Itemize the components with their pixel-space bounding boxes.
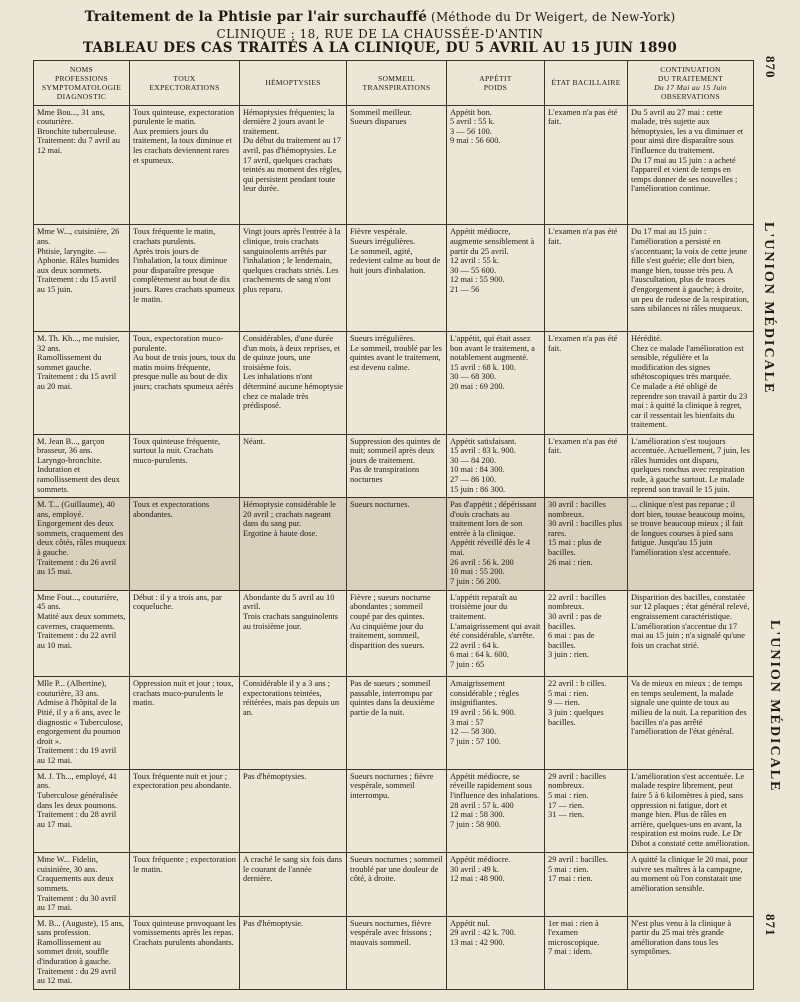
cell-hemoptysies: A craché le sang six fois dans le courant de l'année dernière. [240,853,347,917]
cell-toux: Toux fréquente nuit et jour ; expectoration peu abondante. [130,769,240,852]
cell-hemoptysies: Vingt jours après l'entrée à la clinique, trois crachats sanguinolents arrêtés par l'inhalation ; le lendemain, quelques crachats striés. Les crachements de sang n'ont plus reparu. [240,225,347,332]
cell-patient: Mme Fout..., couturière, 45 ans. Matité aux deux sommets, cavernes, craquements. Traitement : du 22 avril au 10 mai. [34,590,130,676]
cell-patient: M. Jean B..., garçon brasseur, 36 ans. Laryngo-bronchite. Induration et ramollissement des deux sommets. [34,434,130,498]
cases-table [33,60,754,990]
cell-bacillaire: 30 avril : bacilles nombreux. 30 avril : bacilles plus rares. 15 mai : plus de bacilles. 26 mai : rien. [545,498,628,591]
cell-observations: Va de mieux en mieux ; de temps en temps seulement, la malade signale une quinte de toux au milieu de la nuit. La reparition des bacilles n'a pas arrêté l'amélioration de l'état général. [628,677,754,770]
table-row [34,677,754,770]
cell-observations: ... clinique n'est pas reparue ; il dort bien, tousse beaucoup moins, se trouve beaucoup mieux ; il fait de longues courses à pied sans fatigue. Jusqu'au 15 juin l'amélioration s'est accentuée. [628,498,754,591]
cell-sommeil: Sueurs nocturnes. [347,498,447,591]
cell-hemoptysies: Pas d'hémoptysies. [240,769,347,852]
cell-patient: M. J. Th..., employé, 41 ans. Tuberculose généralisée dans les deux poumons. Traitement : du 28 avril au 17 mai. [34,769,130,852]
cell-appetit: Appétit médiocre, augmente sensiblement à partir du 25 avril. 12 avril : 55 k. 30 — 55 600. 12 mai : 55 900. 21 — 56 [447,225,545,332]
cell-hemoptysies: Pas d'hémoptysie. [240,916,347,989]
title-sub: (Méthode du Dr Weigert, de New-York) [427,10,676,24]
cell-sommeil: Fièvre vespérale. Sueurs irrégulières. Le sommeil, agité, redevient calme au bout de huit jours d'inhalation. [347,225,447,332]
cell-bacillaire: 1er mai : rien à l'examen microscopique. 7 mai : idem. [545,916,628,989]
cell-bacillaire: L'examen n'a pas été fait. [545,332,628,434]
clinic-address: CLINIQUE : 18, RUE DE LA CHAUSSÉE-D'ANTIN [216,27,544,41]
page-number-top: 870 [763,56,778,79]
cell-observations: N'est plus venu à la clinique à partir du 25 mai très grande amélioration dans tous les symptômes. [628,916,754,989]
table-row [34,434,754,498]
table-row [34,853,754,917]
cell-toux: Toux fréquente le matin, crachats purulents. Après trois jours de l'inhalation, la toux diminue pour disparaître presque complètement au bout de dix jours. Rares crachats spumeux le matin. [130,225,240,332]
table-row [34,332,754,434]
cell-bacillaire: L'examen n'a pas été fait. [545,434,628,498]
cell-patient: Mlle P... (Albertine), couturière, 33 ans. Admise à l'hôpital de la Pitié, il y a 6 ans, avec le diagnostic « Tuberculose, engorgement du poumon droit ». Traitement : du 19 avril au 12 mai. [34,677,130,770]
cell-appetit: L'appétit, qui était assez bon avant le traitement, a notablement augmenté. 15 avril : 68 k. 100. 30 — 68 300. 20 mai : 69 200. [447,332,545,434]
cell-appetit: L'appétit reparaît au troisième jour du traitement. L'amaigrissement qui avait été considérable, s'arrête. 22 avril : 64 k. 6 mai : 64 k. 600. 7 juin : 65 [447,590,545,676]
cell-toux: Toux, expectoration muco-purulente. Au bout de trois jours, toux du matin moins fréquente, presque nulle au bout de dix jours; crachats spumeux aérés [130,332,240,434]
document-title [30,9,730,25]
cell-sommeil: Sueurs irrégulières. Le sommeil, troublé par les quintes avant le traitement, est devenu calme. [347,332,447,434]
title-main: Traitement de la Phtisie par l'air surchauffé [84,9,428,25]
journal-name-bottom: L'UNION MÉDICALE [767,620,782,793]
cell-toux: Oppression nuit et jour ; toux, crachats muco-purulents le matin. [130,677,240,770]
cell-observations: Du 17 mai au 15 juin : l'amélioration a persisté en s'accentuant; la voix de cette jeune fille s'est guérie; elle dort bien, mange bien, tousse très peu. A l'auscultation, plus de traces d'engorgement à gauche; à droite, un peu de rudesse de la respiration, sans sibilances ni râles muqueux. [628,225,754,332]
table-row [34,590,754,676]
cell-hemoptysies: Hémoptysies fréquentes; la dernière 2 jours avant le traitement. Du début du traitement au 17 avril, pas d'hémoptysies. Le 17 avril, quelques crachats teintés au moment des règles, qui persistent pendant toute leur durée. [240,105,347,225]
cell-hemoptysies: Considérables, d'une durée d'un mois, à deux reprises, et de quinze jours, une troisième fois. Les inhalations n'ont déterminé aucune hémoptysie chez ce malade très prédisposé. [240,332,347,434]
cell-bacillaire: 29 avril : bacilles nombreux. 5 mai : rien. 17 — rien. 31 — rien. [545,769,628,852]
cell-bacillaire: L'examen n'a pas été fait. [545,105,628,225]
cell-appetit: Appétit bon. 5 avril : 55 k. 3 — 56 100. 9 mai : 56 600. [447,105,545,225]
cell-patient: M. Th. Kh..., me nuisier, 32 ans. Ramollissement du sommet gauche. Traitement : du 15 avril au 20 mai. [34,332,130,434]
table-row [34,498,754,591]
cell-toux: Toux et expectorations abondantes. [130,498,240,591]
cell-sommeil: Suppression des quintes de nuit; sommeil après deux jours de traitement. Pas de transpirations nocturnes [347,434,447,498]
cell-toux: Toux quinteuse, expectoration purulente le matin. Aux premiers jours du traitement, la toux diminue et les crachats deviennent rares et spumeux. [130,105,240,225]
cell-toux: Toux quinteuse fréquente, surtout la nuit. Crachats muco-purulents. [130,434,240,498]
column-header-etat-bacillaire: ÉTAT BACILLAIRE [545,61,628,106]
column-header-appetit: APPÉTIT POIDS [447,61,545,106]
cell-sommeil: Fièvre ; sueurs nocturne abondantes ; sommeil coupé par des quintes. Au cinquième jour du traitement, sommeil, disparition des sueurs. [347,590,447,676]
cell-toux: Toux quinteuse provoquant les vomissements après les repas. Crachats purulents abondants. [130,916,240,989]
cell-patient: M. T... (Guillaume), 40 ans, employé. Engorgement des deux sommets, craquement des deux côtés, râles muqueux à gauche. Traitement : du 26 avril au 15 mai. [34,498,130,591]
cell-sommeil: Sueurs nocturnes, fièvre vespérale avec frissons ; mauvais sommeil. [347,916,447,989]
cell-hemoptysies: Hémoptysie considérable le 20 avril ; crachats nageant dans du sang pur. Ergotine à haute dose. [240,498,347,591]
column-header-noms: NOMS PROFESSIONS SYMPTOMATOLOGIE DIAGNOSTIC [34,61,130,106]
cell-observations: Du 5 avril au 27 mai : cette malade, très sujette aux hémoptysies, les a vu diminuer et pour ainsi dire disparaître sous l'influence du traitement. Du 17 mai au 15 juin : a acheté l'appareil et vient de temps en temps donner de ses nouvelles ; l'amélioration continue. [628,105,754,225]
cell-patient: Mme W... Fidelin, cuisinière, 30 ans. Craquements aux deux sommets. Traitement : du 30 avril au 17 mai. [34,853,130,917]
column-header-continuation: CONTINUATION DU TRAITEMENT Du 17 Mai au 15 Juin OBSERVATIONS [628,61,754,106]
cell-appetit: Appétit médiocre, se réveille rapidement sous l'influence des inhalations. 28 avril : 57 k. 400 12 mai : 58 300. 7 juin : 58 900. [447,769,545,852]
cell-observations: Disparition des bacilles, constatée sur 12 plaques ; état général relevé, engraissement caractéristique. L'amélioration s'accentue du 17 mai au 15 juin ; n'a signalé qu'une fois un crachat strié. [628,590,754,676]
table-row [34,916,754,989]
cell-hemoptysies: Abondante du 5 avril au 10 avril. Trois crachats sanguinolents au troisième jour. [240,590,347,676]
table-row [34,105,754,225]
cell-appetit: Appétit nul. 29 avril : 42 k. 700. 13 mai : 42 900. [447,916,545,989]
header-row [34,61,754,106]
cell-patient: Mme Bou..., 31 ans, couturière. Bronchite tuberculeuse. Traitement: du 7 avril au 12 mai. [34,105,130,225]
cell-toux: Début : il y a trois ans, par coqueluche. [130,590,240,676]
cell-observations: A quitté la clinique le 20 mai, pour suivre ses maîtres à la campagne, au moment où l'on constatait une amélioration sensible. [628,853,754,917]
cell-bacillaire: L'examen n'a pas été fait. [545,225,628,332]
cell-sommeil: Sommeil meilleur. Sueurs disparues [347,105,447,225]
column-header-toux: TOUX EXPECTORATIONS [130,61,240,106]
table-title: TABLEAU DES CAS TRAITÉS A LA CLINIQUE, DU 5 AVRIL AU 15 JUIN 1890 [82,40,678,56]
cell-appetit: Appétit satisfaisant. 15 avril : 83 k. 900. 30 — 84 200. 10 mai : 84 300. 27 — 86 100. 15 juin : 86 300. [447,434,545,498]
cell-hemoptysies: Considérable il y a 3 ans ; expectorations teintées, réitérées, mais pas depuis un an. [240,677,347,770]
cell-toux: Toux fréquente ; expectoration le matin. [130,853,240,917]
table-row [34,769,754,852]
cell-observations: L'amélioration s'est accentuée. Le malade respire librement, peut faire 5 à 6 kilomètres à pied, sans oppression ni fatigue, dort et mange bien. Plus de râles en arrière, quelques-uns en avant, la respiration est moins rude. Le Dr Dibot a constaté cette amélioration. [628,769,754,852]
page-number-bottom: 871 [763,914,778,937]
cell-sommeil: Sueurs nocturnes ; sommeil troublé par une douleur de côté, à droite. [347,853,447,917]
cell-sommeil: Pas de sueurs ; sommeil passable, interrompu par quintes dans la deuxième partie de la nuit. [347,677,447,770]
cell-appetit: Pas d'appétit ; dépérissant d'ouïs crachats au traitement lors de son entrée à la clinique. Appétit réveillé dès le 4 mai. 26 avril : 56 k. 200 10 mai : 55 200. 7 juin : 56 200. [447,498,545,591]
cell-observations: L'amélioration s'est toujours accentuée. Actuellement, 7 juin, les râles humides ont disparu, quelques ronchus avec respiration rude, à gauche surtout. Le malade reprend son travail le 15 juin. [628,434,754,498]
cell-sommeil: Sueurs nocturnes ; fièvre vespérale, sommeil interrompu. [347,769,447,852]
cell-observations: Hérédité. Chez ce malade l'amélioration est sensible, régulière et la modification des signes sthétoscopiques très marquée. Ce malade a été obligé de reprendre son travail à partir du 23 mai : à quitté la clinique à regret, car il ressentait les bienfaits du traitement. [628,332,754,434]
cell-appetit: Amaigrissement considérable ; règles insignifiantes. 19 avril : 56 k. 900. 3 mai : 57 12 — 58 300. 7 juin : 57 100. [447,677,545,770]
cell-hemoptysies: Néant. [240,434,347,498]
cell-appetit: Appétit médiocre. 30 avril : 49 k. 12 mai : 48 900. [447,853,545,917]
cell-bacillaire: 22 avril : bacilles nombreux. 30 avril : pas de bacilles. 6 mai : pas de bacilles. 3 juin : rien. [545,590,628,676]
table-row [34,225,754,332]
cell-patient: Mme W..., cuisinière, 26 ans. Phtisie, laryngite. — Aphonie. Râles humides aux deux sommets. Traitement : du 15 avril au 15 juin. [34,225,130,332]
cell-bacillaire: 29 avril : bacilles. 5 mai : rien. 17 mai : rien. [545,853,628,917]
column-header-hemoptysies: HÉMOPTYSIES [240,61,347,106]
journal-name-top: L'UNION MÉDICALE [761,222,776,395]
cell-bacillaire: 22 avril : b cilles. 5 mai : rien. 9 — rien. 3 juin : quelques bacilles. [545,677,628,770]
cell-patient: M. B... (Auguste), 15 ans, sans profession. Ramollissement au sommet droit, souffle d'induration à gauche. Traitement : du 29 avril au 12 mai. [34,916,130,989]
column-header-sommeil: SOMMEIL TRANSPIRATIONS [347,61,447,106]
